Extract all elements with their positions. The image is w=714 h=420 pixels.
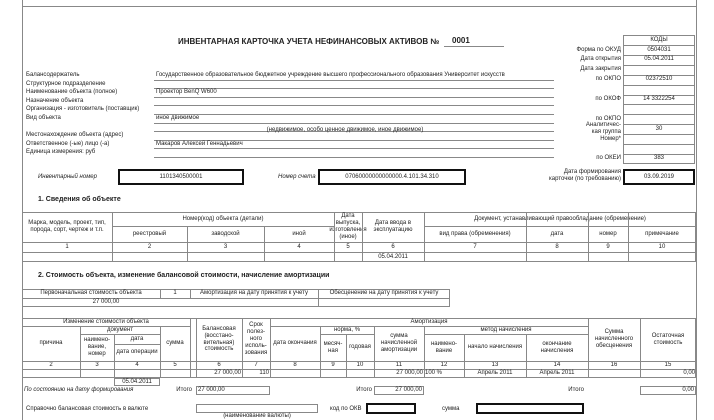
ref-currency-label: Справочно балансовая стоимость в валюте [26, 406, 149, 412]
footer-sum-box [476, 403, 584, 414]
s2-col-number: 8 [293, 361, 297, 368]
frame-right-border [696, 0, 697, 420]
codes-label: Номер* [600, 135, 621, 142]
s2-h-balance: Балансовая (восстано- вительная) стоимость [202, 325, 236, 353]
total-residual: 0,00 [682, 387, 694, 393]
s1-line [112, 226, 334, 227]
s2-col-number: 11 [395, 361, 403, 368]
account-number-value: 07060000000000000.4.101.34.310 [345, 174, 439, 180]
s2-col-number: 12 [440, 361, 448, 368]
s1-h-release: Дата выпуска, изготовления (иное) [329, 213, 367, 240]
s2-h-enddate: дата окончания [273, 340, 317, 347]
total-label-2: Итого [356, 387, 372, 393]
field-value: Макаров Алексей Геннадьевич [156, 140, 243, 147]
s1-vline [362, 212, 363, 262]
s1-subheader: заводской [211, 230, 240, 237]
section1-title: 1. Сведения об объекте [38, 196, 121, 203]
currency-name-box [196, 404, 318, 413]
s2-row-balance: 27 000,00 [214, 369, 241, 376]
initial-cost-label: Первоначальная стоимость объекта [40, 290, 142, 297]
s2-h-year: годовая [349, 344, 371, 351]
field-label: Ответственное (-ые) лицо (-а) [26, 140, 110, 147]
s2-vline [346, 334, 347, 378]
s2-h-residual: Остаточная стоимость [651, 332, 685, 346]
codes-label: Форма по ОКУД [576, 46, 621, 53]
s2-line [320, 334, 374, 335]
impairment-at-acceptance-label: Обесценение на дату принятия к учету [329, 290, 439, 297]
field-underline [154, 80, 554, 81]
s2-col-number: 2 [49, 361, 53, 368]
codes-label: по ОКПО [595, 76, 621, 83]
s2-col-number: 9 [331, 361, 335, 368]
s2-h-sum: сумма [166, 340, 184, 347]
s1-vline [628, 212, 629, 262]
codes-value: 05.04.2011 [644, 56, 674, 63]
s1-line [22, 242, 696, 243]
s2-line [80, 334, 160, 335]
s2-line [424, 334, 588, 335]
codes-value: 02372510 [645, 76, 673, 83]
field-label: Единица измерения: руб [26, 149, 96, 156]
field-label: Местонахождение объекта (адрес) [26, 132, 124, 139]
codes-label: по ОКПО [595, 115, 621, 122]
total-label-3: Итого [568, 387, 584, 393]
card-number: 0001 [452, 36, 470, 45]
inventory-number-value: 1101340500001 [159, 174, 203, 180]
s1-col-number: 2 [147, 244, 152, 251]
s2-vline [80, 326, 81, 378]
s1-commission-date: 05.04.2011 [378, 254, 408, 261]
s1-col-number: 7 [473, 244, 477, 251]
s2-h-docname: наимено- вание, номер [83, 337, 111, 357]
s2-line [22, 369, 696, 370]
card-date-label2: карточки (по требованию) [549, 176, 621, 182]
s2-col-number: 10 [356, 361, 364, 368]
codes-label: Дата открытия [580, 56, 621, 63]
s2-row-useful: 110 [259, 369, 269, 376]
codes-label: Аналитичес- [585, 122, 621, 129]
s2-row-residual: 0,00 [683, 369, 695, 376]
amort-at-acceptance-label: Амортизация на дату принятия к учету [200, 290, 308, 297]
card-date-value: 03.09.2019 [643, 174, 675, 180]
s1-line [424, 226, 696, 227]
codes-value: 0504031 [647, 46, 671, 53]
s2-h-change: Изменение стоимости объекта [63, 318, 149, 325]
currency-note: (наименование валюты) [223, 413, 291, 419]
s2-h-impair: Сумма начисленного обесценения [594, 329, 634, 349]
field-underline [154, 123, 554, 124]
s2-line [22, 361, 696, 362]
field-value: Проектор BenQ W600 [156, 89, 217, 96]
s1-col-number: 3 [223, 244, 228, 251]
codes-label: Дата закрытия [580, 66, 621, 73]
s1-vline [187, 226, 188, 262]
s2-vline [114, 334, 115, 378]
s1-subheader: примечание [645, 230, 679, 237]
s2-row-accum: 27 000,00 [396, 369, 423, 376]
s2-vline [160, 326, 161, 378]
s1-subheader: вид права (обременения) [439, 230, 511, 237]
s1-subheader: дата [550, 230, 564, 237]
s2-h-mname: наимено- вание [430, 340, 458, 354]
codes-label: по ОКОФ [595, 96, 621, 102]
s2-h-date: дата [130, 335, 144, 342]
card-number-underline [444, 46, 504, 47]
s1-h-document: Документ, устанавливающий правообладание (обременение) [474, 215, 646, 222]
s1-vline [588, 212, 589, 262]
s2-row-method: 100 % [425, 369, 443, 376]
s1-subheader: номер [599, 230, 617, 237]
codes-row-line [623, 104, 695, 105]
codes-row-line [623, 65, 695, 66]
field-label: Структурное подразделение [26, 80, 106, 87]
s2-vline [190, 318, 191, 378]
s2-h-opdate: дата операции [116, 349, 158, 356]
s2-col-number: 3 [95, 361, 99, 368]
s2-h-useful: Срок полез- ного исполь- зования [244, 322, 268, 356]
s2-row-start: Апрель 2011 [477, 369, 513, 376]
frame-top-border [22, 6, 697, 7]
field-value: иное движимое [156, 115, 200, 121]
s2-col-number: 4 [135, 361, 139, 368]
s1-subheader: реестровый [132, 230, 167, 237]
s2-col-number: 6 [217, 361, 221, 368]
footer-sum-label: сумма [442, 406, 460, 412]
inventory-number-label: Инвентарный номер [38, 174, 97, 180]
codes-row-line [623, 85, 695, 86]
codes-row-line [623, 114, 695, 115]
total-accum: 27 000,00 [395, 387, 422, 393]
s1-subheader: иной [292, 230, 306, 237]
s1-col-number: 8 [555, 244, 559, 251]
field-value: Государственное образовательное бюджетное учреждение высшего профессионального образования Университет искусств [156, 72, 505, 78]
s1-col-number: 10 [658, 244, 666, 251]
s1-h-number: Номер(код) объекта (детали) [182, 215, 264, 222]
s2-h-month: месяч- ная [323, 340, 343, 354]
total-balance: 27 000,00 [198, 387, 225, 393]
okv-box [366, 403, 416, 414]
codes-label2: кая группа [591, 129, 621, 136]
s2-h-mstart: начало начисления [467, 344, 523, 351]
s1-vline [526, 212, 527, 262]
section2-title: 2. Стоимость объекта, изменение балансовой стоимости, начисление амортизации [38, 272, 330, 279]
field-underline [154, 157, 554, 158]
s1-col-number: 1 [65, 244, 69, 251]
s2-col-number: 15 [664, 361, 672, 368]
s2-h-reason: причина [39, 340, 63, 347]
field-underline [154, 97, 554, 98]
s2-vline [588, 318, 589, 378]
s2-h-method: метод начисления [480, 326, 532, 333]
field-label: Вид объекта [26, 115, 61, 121]
s1-col-number: 9 [606, 244, 610, 251]
s2-col-number: 14 [553, 361, 561, 368]
field-label: Назначение объекта [26, 97, 84, 104]
field-label: Организация - изготовитель (поставщик) [26, 106, 140, 113]
card-date-label: Дата формирования [563, 169, 621, 175]
field-label: Наименование объекта (полное) [26, 89, 118, 96]
s1-col-number: 5 [346, 244, 350, 251]
codes-row-line [623, 134, 695, 135]
codes-value: 14 3322254 [643, 96, 675, 102]
s2-line [22, 326, 190, 327]
codes-label: по ОКЕИ [596, 155, 621, 162]
page-title: ИНВЕНТАРНАЯ КАРТОЧКА УЧЕТА НЕФИНАНСОВЫХ АКТИВОВ № [178, 37, 440, 46]
initial-cost-value: 27 000,00 [92, 299, 120, 306]
codes-row-line [623, 144, 695, 145]
s2-col-number: 5 [173, 361, 177, 368]
s2-col-number: 7 [254, 361, 258, 368]
s2-row-end: Апрель 2011 [539, 369, 575, 376]
s1-col-number: 6 [391, 244, 395, 251]
initial-cost-col: 1 [173, 290, 177, 297]
opdate-value: 05.04.2011 [122, 378, 152, 385]
s2-h-accum: сумма начисленной амортизации [380, 333, 418, 353]
s1-h-brand: Марка, модель, проект, тип, порода, сорт, чертеж и т.п. [28, 220, 106, 233]
s2-line [270, 326, 588, 327]
s1-h-commission: Дата ввода в эксплуатацию [373, 220, 413, 233]
s2-h-amort: Амортизация [410, 318, 448, 325]
s1-vline [112, 212, 113, 262]
s2-vline [320, 326, 321, 378]
field-underline [154, 105, 554, 106]
okv-label: код по ОКВ [330, 406, 362, 412]
s2-col-number: 16 [610, 361, 618, 368]
codes-value: 30 [655, 125, 663, 132]
state-label: По состоянию на дату формирования [24, 387, 134, 393]
s1-vline [334, 212, 335, 262]
codes-value: 383 [653, 155, 664, 162]
s1-vline [424, 212, 425, 262]
field-label: Балансодержатель [26, 72, 80, 78]
codes-header: КОДЫ [650, 36, 668, 43]
s1-line [22, 252, 696, 253]
field-underline [154, 114, 554, 115]
s2-h-document: документ [107, 326, 133, 333]
s2-h-mend: окончание начисления [540, 340, 574, 354]
total-label-1: Итого [176, 387, 192, 393]
s2-line [114, 344, 160, 345]
s2-col-number: 13 [491, 361, 499, 368]
object-type-note: (недвижимое, особо ценное движимое, иное движимое) [266, 127, 424, 133]
account-number-label: Номер счета [278, 174, 316, 180]
s2-h-norm: норма, % [333, 326, 361, 333]
s1-col-number: 4 [297, 244, 301, 251]
s2-vline [270, 318, 271, 378]
s1-vline [264, 226, 265, 262]
field-underline [154, 148, 554, 149]
